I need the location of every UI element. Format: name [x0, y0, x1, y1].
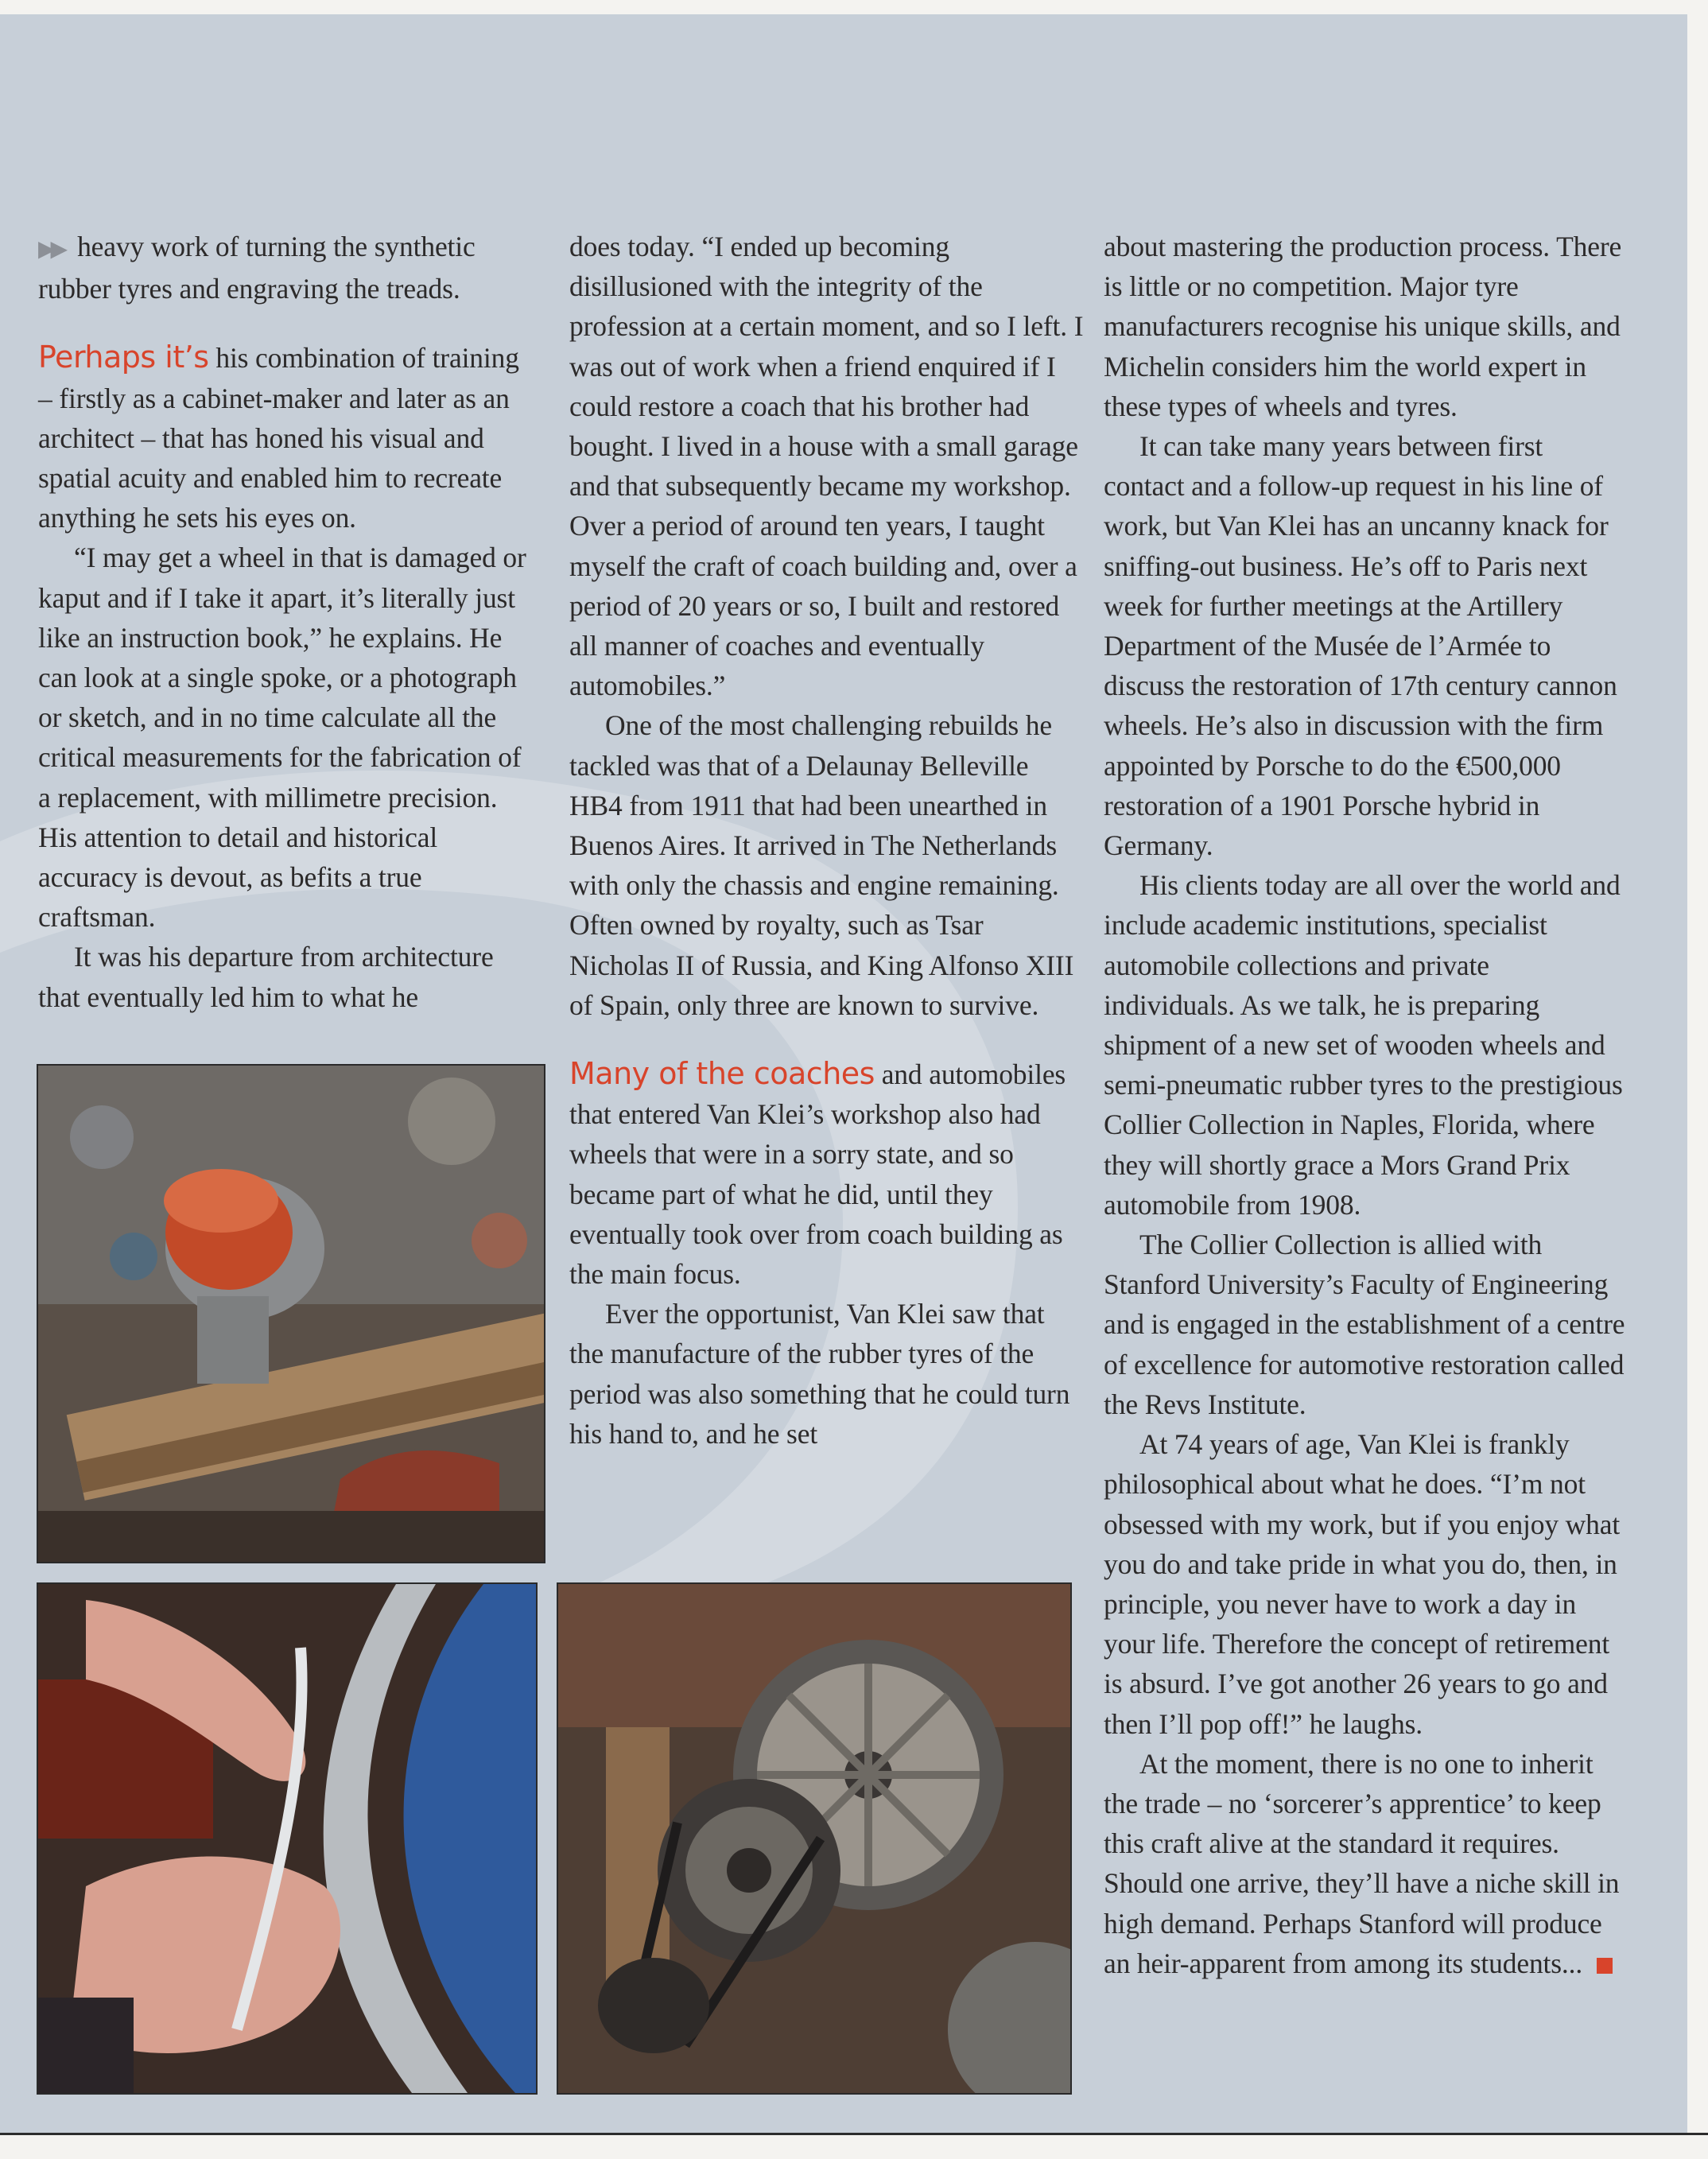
col1-paragraph-3: “I may get a wheel in that is damaged or kaput and if I take it apart, it’s literally just like an instruction book,” he explains. He can look at a single spoke, or a photograph or sketch, and in no time calculate all the critical measurements for the fabrication of a replacement, with millimetre precision. His attention to detail and historical accuracy is devout, as befits a true craftsman. [38, 542, 526, 934]
bottom-rule [0, 2133, 1708, 2135]
col3-paragraph-6: At the moment, there is no one to inherit the trade – no ‘sorcerer’s apprentice’ to keep this craft alive at the standard it requires. Should one arrive, they’ll have a niche skill in high demand. Perhaps Stanford will produce an heir-apparent from among its students... [1104, 1747, 1620, 1979]
col3-paragraph-2: It can take many years between first contact and a follow-up request in his line of work, but Van Klei has an uncanny knack for sniffing-out business. He’s off to Paris next week for further meetings at the Artillery Department of the Musée de l’Armée to discuss the restoration of 17th century cannon wheels. He’s also in discussion with the firm appointed by Porsche to do the €500,000 restoration of a 1901 Porsche hybrid in Germany. [1104, 430, 1617, 862]
col3-paragraph-4: The Collier Collection is allied with Stanford University’s Faculty of Engineering and is engaged in the establishment of a centre of excellence for automotive restoration called the Revs Institute. [1104, 1229, 1625, 1420]
col2-paragraph-3: Many of the coaches and automobiles that entered Van Klei’s workshop also had wheels that were in a sorry state, and so became part of what he did, until they eventually took over from coach building as the main focus. [569, 1056, 1066, 1291]
photo-hands-strap [37, 1582, 538, 2095]
photo-tyre-cutter [37, 1064, 545, 1563]
lead-in-many-coaches: Many of the coaches [569, 1056, 875, 1092]
lead-in-perhaps: Perhaps it’s [38, 340, 209, 375]
col2-paragraph-1: does today. “I ended up becoming disillusioned with the integrity of the profession at a certain moment, and so I left. I was out of work when a friend enquired if I could restore a coach that his brother had bought. I lived in a house with a small garage and that subsequently became my workshop. Over a period of around ten years, I taught myself the craft of coach building and, over a period of 20 years or so, I built and restored all manner of coaches and eventually automobiles.” [569, 231, 1084, 702]
col3-paragraph-5: At 74 years of age, Van Klei is frankly philosophical about what he does. “I’m not obsessed with my work, but if you enjoy what you do and take pride in what you do, then, in principle, you never have to work a day in your life. Therefore the concept of retirement is absurd. I’ve got another 26 years to go and then I’ll pop off!” he laughs. [1104, 1428, 1621, 1740]
col3-paragraph-3: His clients today are all over the world and include academic institutions, specialist automobile collections and private individuals. As we talk, he is preparing shipment of a new set of wooden wheels and semi-pneumatic rubber tyres to the prestigious Collier Collection in Naples, Florida, where they will shortly grace a Mors Grand Prix automobile from 1908. [1104, 869, 1623, 1221]
column-3 [1104, 227, 1625, 1983]
col1-paragraph-2: Perhaps it’s his combination of training – firstly as a cabinet-maker and later as an architect – that has honed his visual and spatial acuity and enabled him to recreate anything he sets his eyes on. [38, 340, 519, 534]
col2-paragraph-4: Ever the opportunist, Van Klei saw that the manufacture of the rubber tyres of the period was also something that he could turn his hand to, and he set [569, 1298, 1070, 1450]
col1-paragraph-1: ▶▶ heavy work of turning the synthetic rubber tyres and engraving the treads. [38, 231, 476, 305]
col1-paragraph-4: It was his departure from architecture that eventually led him to what he [38, 941, 494, 1013]
double-arrow-icon: ▶▶ [38, 235, 64, 262]
column-2 [569, 227, 1085, 1454]
column-1 [38, 227, 538, 1017]
col3-paragraph-1: about mastering the production process. There is little or no competition. Major tyre manufacturers recognise his unique skills, and Michelin considers him the world expert in these types of wheels and tyres. [1104, 231, 1622, 422]
end-square-icon [1597, 1958, 1613, 1974]
col2-paragraph-2: One of the most challenging rebuilds he tackled was that of a Delaunay Belleville HB4 from 1911 that had been unearthed in Buenos Aires. It arrived in The Netherlands with only the chassis and engine remaining. Often owned by royalty, such as Tsar Nicholas II of Russia, and King Alfonso XIII of Spain, only three are known to survive. [569, 709, 1074, 1021]
photo-belt-wheel [557, 1582, 1072, 2095]
